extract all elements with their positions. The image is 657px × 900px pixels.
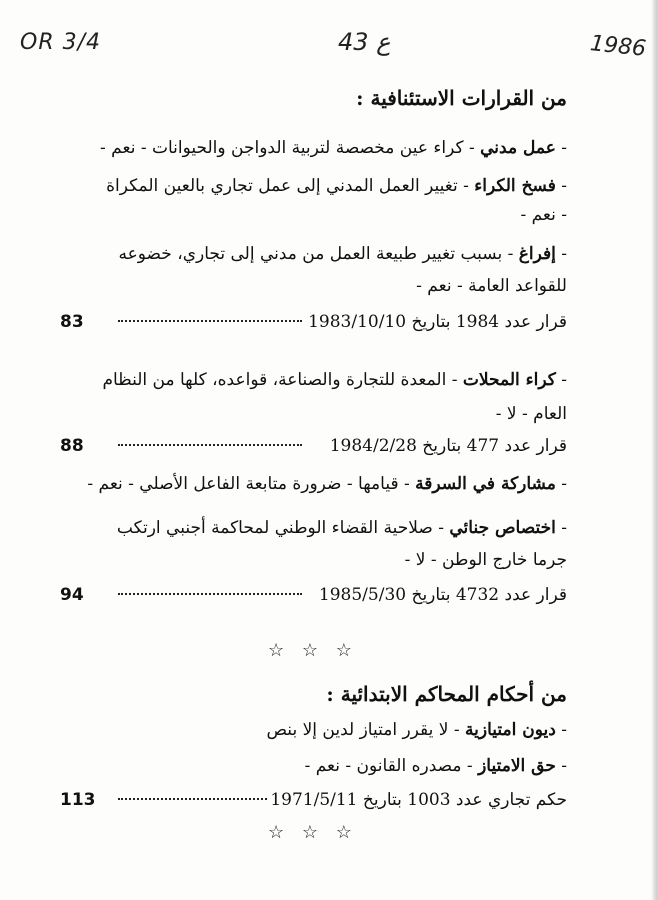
entry-continuation: العام - لا - bbox=[495, 404, 567, 424]
entry-keyword: ديون امتيازية bbox=[465, 720, 556, 740]
entry-keyword: كراء المحلات bbox=[462, 370, 556, 390]
entry-line: - فسخ الكراء - تغيير العمل المدني إلى عمل تجاري بالعين المكراة bbox=[106, 176, 567, 196]
judgment-reference bbox=[60, 790, 567, 816]
decision-reference bbox=[60, 312, 567, 338]
handwritten-year: 1986 bbox=[588, 31, 648, 62]
entry-text: - قيامها - ضرورة متابعة الفاعل الأصلي - نعم - bbox=[87, 474, 416, 494]
handwritten-reference: OR 3/4 bbox=[20, 30, 102, 55]
page-number: 113 bbox=[60, 790, 96, 810]
entry-text: - المعدة للتجارة والصناعة، قواعده، كلها من النظام bbox=[102, 370, 463, 390]
section-title: من القرارات الاستئنافية : bbox=[356, 86, 567, 110]
entry-text: - كراء عين مخصصة لتربية الدواجن والحيوانات - نعم - bbox=[100, 138, 481, 158]
entry-continuation: للقواعد العامة - نعم - bbox=[416, 276, 567, 296]
entry-line: - إفراغ - بسبب تغيير طبيعة العمل من مدني إلى تجاري، خضوعه bbox=[118, 244, 567, 264]
page-edge-shadow bbox=[651, 0, 657, 900]
entry-keyword: فسخ الكراء bbox=[474, 176, 556, 196]
entry-keyword: عمل مدني bbox=[480, 138, 556, 158]
leader-dots bbox=[118, 444, 302, 446]
entry-continuation: - نعم - bbox=[520, 205, 567, 225]
entry-line: - عمل مدني - كراء عين مخصصة لتربية الدواجن والحيوانات - نعم - bbox=[100, 138, 567, 158]
entry-text: - مصدره القانون - نعم - bbox=[304, 756, 479, 776]
entry-line: - ديون امتيازية - لا يقرر امتياز لدين إلا بنص bbox=[266, 720, 567, 740]
entry-keyword: إفراغ bbox=[518, 244, 556, 264]
entry-line: - حق الامتياز - مصدره القانون - نعم - bbox=[304, 756, 567, 776]
leader-dots bbox=[118, 798, 267, 800]
reference-text: قرار عدد 4732 بتاريخ 1985/5/30 bbox=[318, 585, 567, 605]
reference-text: حكم تجاري عدد 1003 بتاريخ 1971/5/11 bbox=[270, 790, 567, 810]
entry-keyword: مشاركة في السرقة bbox=[415, 474, 556, 494]
leader-dots bbox=[118, 593, 302, 595]
entry-continuation: جرما خارج الوطن - لا - bbox=[404, 550, 567, 570]
leader-dots bbox=[118, 320, 302, 322]
page-number: 83 bbox=[60, 312, 84, 332]
entry-text: - لا يقرر امتياز لدين إلا بنص bbox=[266, 720, 466, 740]
reference-text: قرار عدد 1984 بتاريخ 1983/10/10 bbox=[308, 312, 567, 332]
entry-text: - تغيير العمل المدني إلى عمل تجاري بالعين المكراة bbox=[106, 176, 475, 196]
decision-reference bbox=[60, 585, 567, 611]
decision-reference bbox=[60, 436, 567, 462]
entry-keyword: حق الامتياز bbox=[478, 756, 556, 776]
entry-text: - بسبب تغيير طبيعة العمل من مدني إلى تجاري، خضوعه bbox=[118, 244, 519, 264]
entry-keyword: اختصاص جنائي bbox=[449, 518, 556, 538]
page-number: 88 bbox=[60, 436, 84, 456]
section-divider-stars: ☆ ☆ ☆ bbox=[268, 822, 358, 843]
section-title: من أحكام المحاكم الابتدائية : bbox=[326, 682, 567, 706]
section-divider-stars: ☆ ☆ ☆ bbox=[268, 640, 358, 661]
reference-text: قرار عدد 477 بتاريخ 1984/2/28 bbox=[329, 436, 567, 456]
entry-text: - صلاحية القضاء الوطني لمحاكمة أجنبي ارتكب bbox=[116, 518, 450, 538]
entry-line: - اختصاص جنائي - صلاحية القضاء الوطني لمحاكمة أجنبي ارتكب bbox=[116, 518, 567, 538]
handwritten-page-number: 43 ع bbox=[338, 28, 391, 56]
entry-line: - كراء المحلات - المعدة للتجارة والصناعة، قواعده، كلها من النظام bbox=[102, 370, 567, 390]
entry-line: - مشاركة في السرقة - قيامها - ضرورة متابعة الفاعل الأصلي - نعم - bbox=[87, 474, 567, 494]
page-number: 94 bbox=[60, 585, 84, 605]
